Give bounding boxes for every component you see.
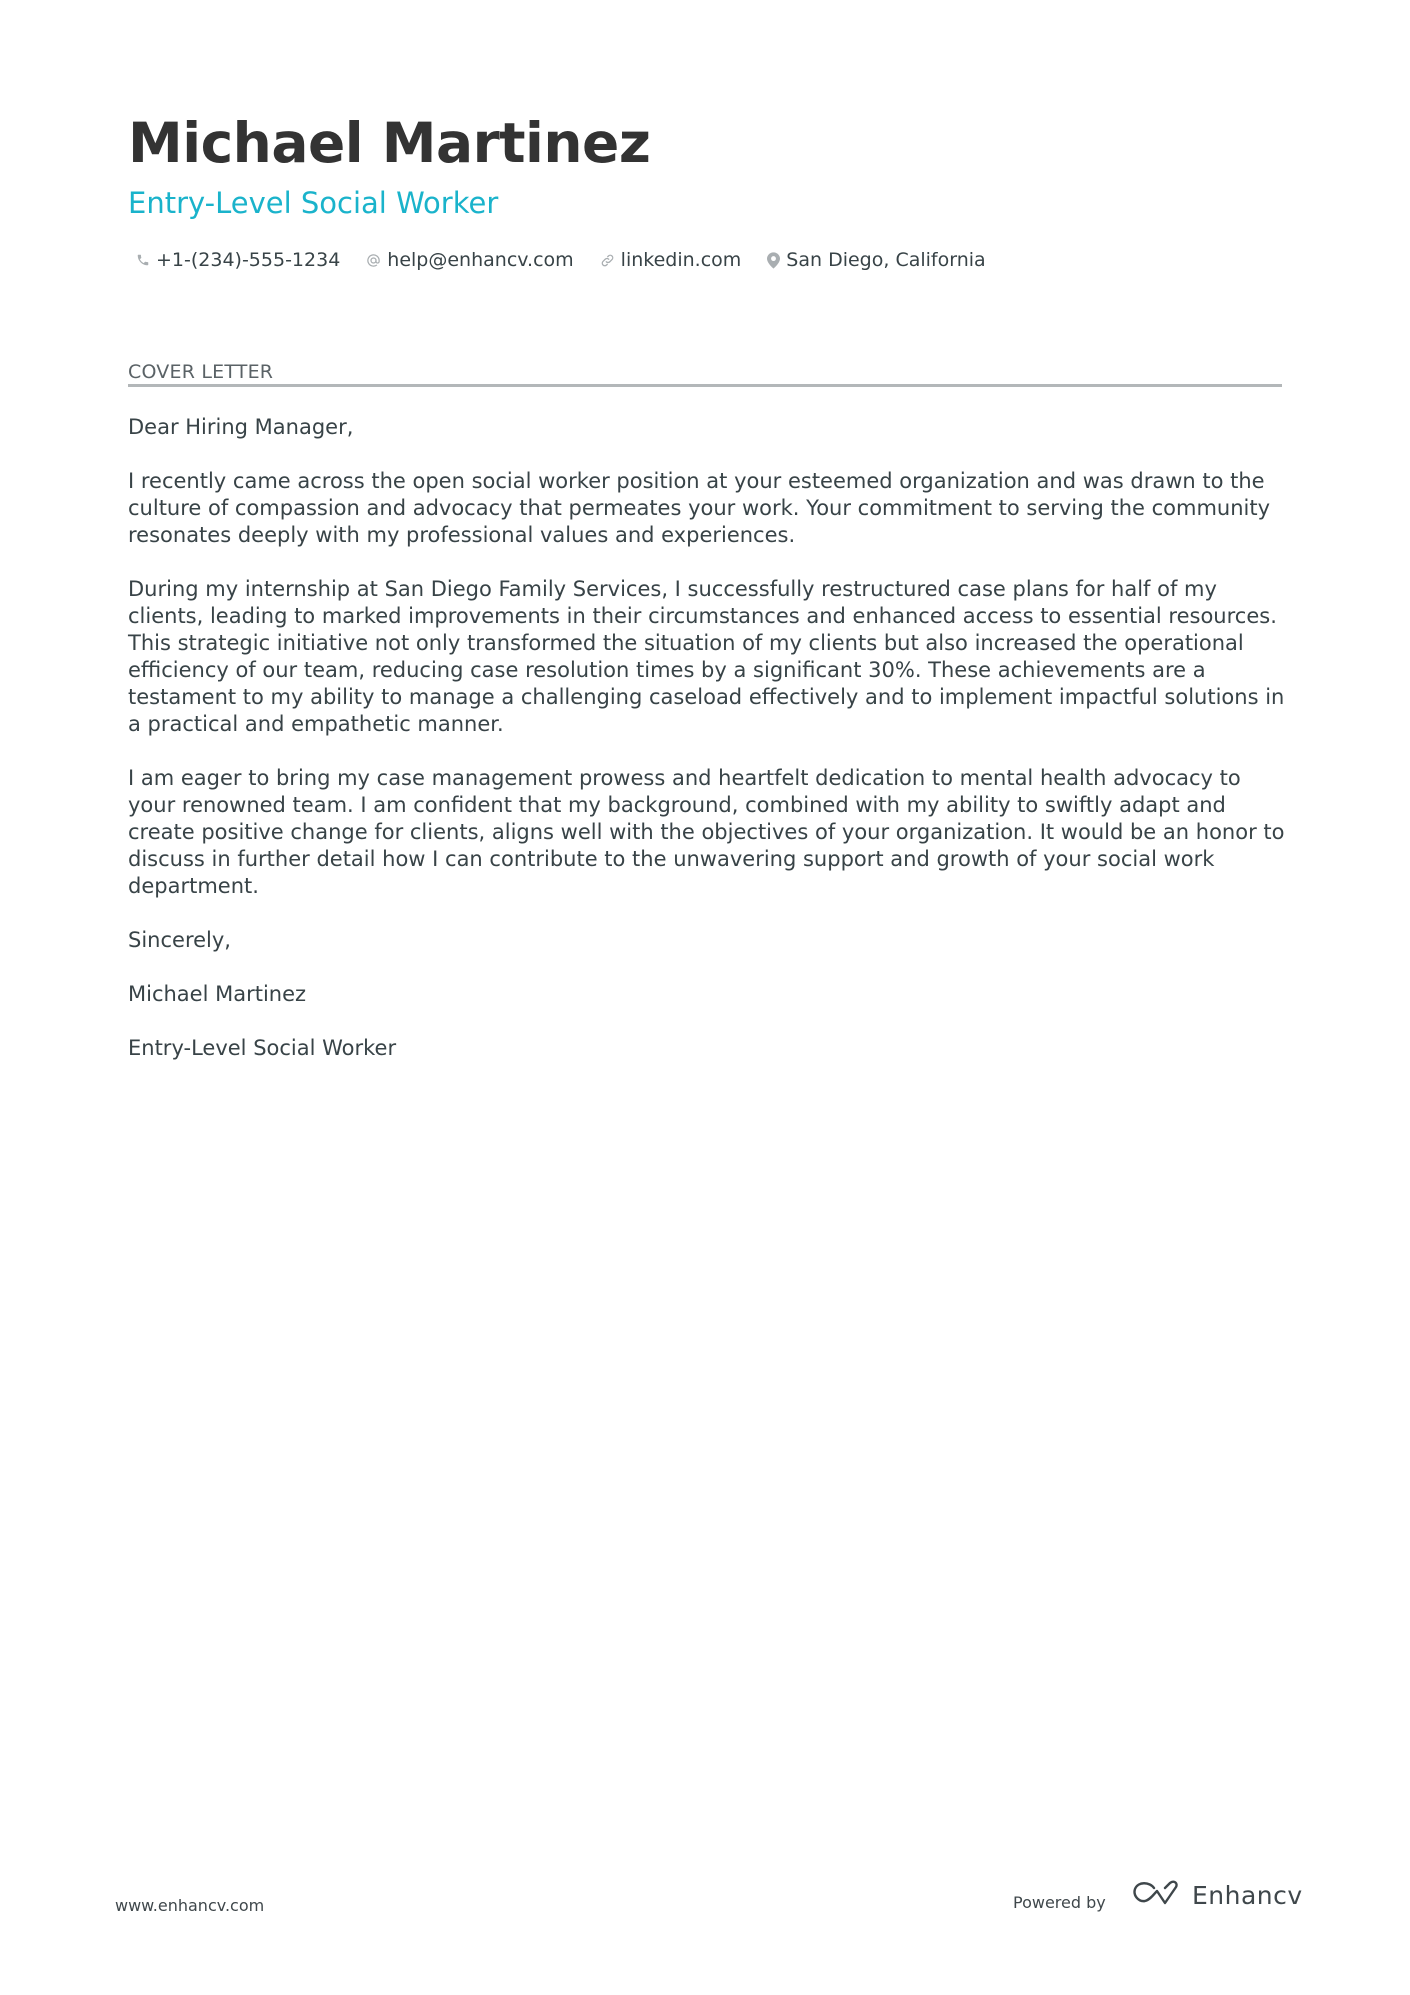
footer-powered-by: Powered by xyxy=(1013,1893,1106,1912)
footer-website-link[interactable]: www.enhancv.com xyxy=(115,1896,265,1915)
letter-closing: Sincerely, xyxy=(128,928,231,952)
letter-paragraph: During my internship at San Diego Family Services, I successfully restructured case plans for half of my clients, leading to marked improvements in their circumstances and enhanced access to essential resources. This strategic initiative not only transformed the situation of my clients but also increased the operational efficiency of our team, reducing case resolution times by a significant 30%. These achievements are a testament to my ability to manage a challenging caseload effectively and to implement impactful solutions in a practical and empathetic manner. xyxy=(128,577,1285,736)
linkedin-text[interactable]: linkedin.com xyxy=(620,249,742,271)
phone-text: +1-(234)-555-1234 xyxy=(156,249,341,271)
location-text: San Diego, California xyxy=(786,249,986,271)
contact-row xyxy=(136,246,986,274)
signature-title: Entry-Level Social Worker xyxy=(128,1036,397,1060)
letter-greeting: Dear Hiring Manager, xyxy=(128,415,354,439)
section-divider xyxy=(128,384,1282,387)
letter-paragraph: I recently came across the open social worker position at your esteemed organization and was drawn to the culture of compassion and advocacy that permeates your work. Your commitment to serving the community resonates deeply with my professional values and experiences. xyxy=(128,469,1271,547)
signature-name: Michael Martinez xyxy=(128,982,307,1006)
enhancv-logo[interactable] xyxy=(1132,1880,1303,1910)
cover-letter-body xyxy=(128,414,1288,1089)
at-icon xyxy=(366,253,381,268)
enhancv-logo-icon xyxy=(1132,1880,1180,1910)
contact-phone xyxy=(136,246,340,274)
location-pin-icon xyxy=(767,252,780,269)
contact-linkedin[interactable] xyxy=(600,246,742,274)
contact-location xyxy=(767,246,985,274)
candidate-title: Entry-Level Social Worker xyxy=(128,186,499,220)
contact-email[interactable] xyxy=(366,246,573,274)
link-icon xyxy=(600,253,615,268)
phone-icon xyxy=(136,252,150,268)
section-heading-cover-letter: COVER LETTER xyxy=(128,361,274,383)
enhancv-brand-text: Enhancv xyxy=(1192,1880,1303,1910)
email-text[interactable]: help@enhancv.com xyxy=(387,249,574,271)
letter-paragraph: I am eager to bring my case management prowess and heartfelt dedication to mental health advocacy to your renowned team. I am confident that my background, combined with my ability to swiftly adapt and create positive change for clients, aligns well with the objectives of your organization. It would be an honor to discuss in further detail how I can contribute to the unwavering support and growth of your social work department. xyxy=(128,766,1285,898)
candidate-name: Michael Martinez xyxy=(128,111,651,175)
